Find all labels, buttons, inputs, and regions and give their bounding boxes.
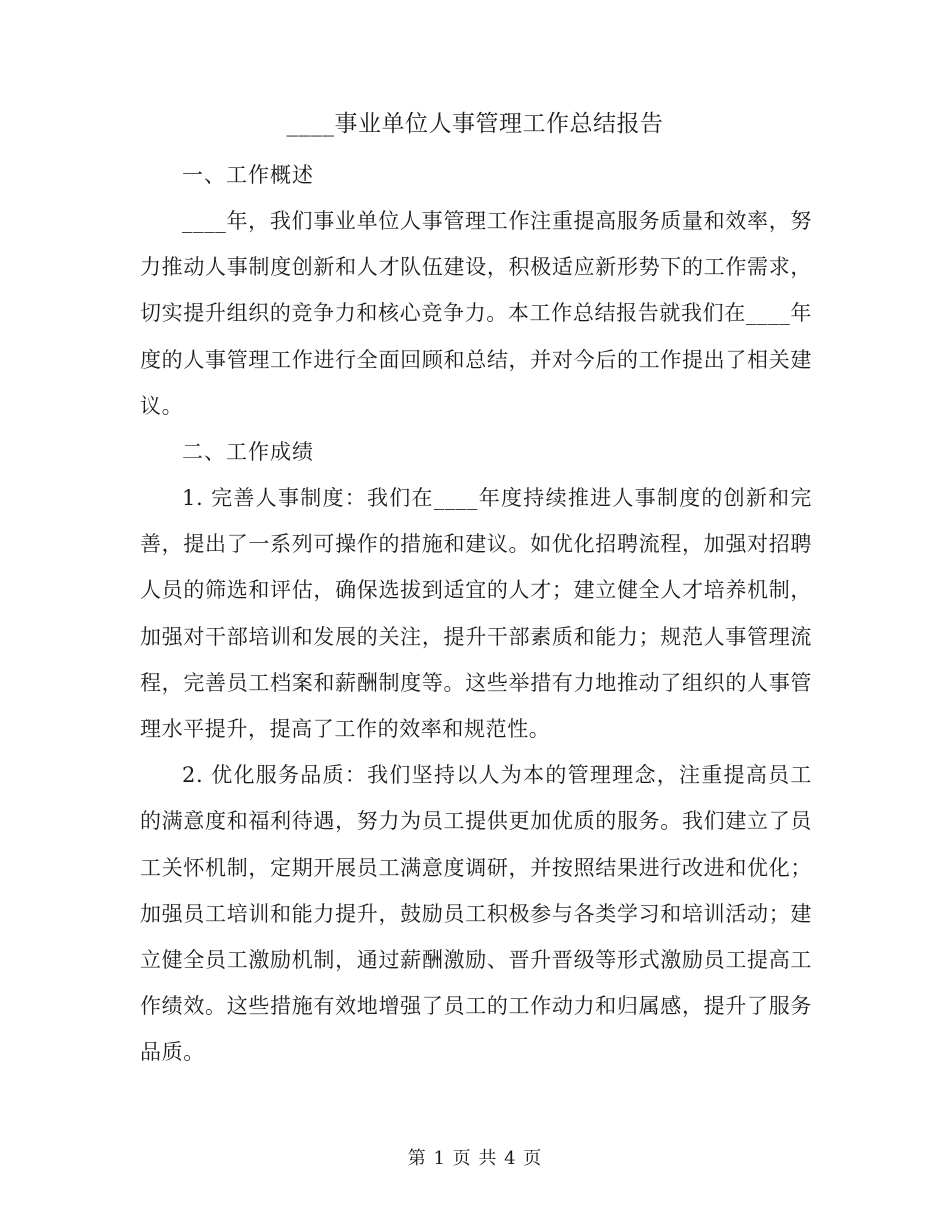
achievement-paragraph-2: 2. 优化服务品质：我们坚持以人为本的管理理念，注重提高员工的满意度和福利待遇，努力为员工提供更加优质的服务。我们建立了员工关怀机制，定期开展员工满意度调研，并按照结果进行改进和优化；加强员工培训和能力提升，鼓励员工积极参与各类学习和培训活动；建立健全员工激励机制，通过薪酬激励、晋升晋级等形式激励员工提高工作绩效。这些措施有效地增强了员工的工作动力和归属感，提升了服务品质。	[140, 763, 812, 1065]
section-heading-overview: 一、工作概述	[182, 163, 314, 187]
section-heading-achievements: 二、工作成绩	[182, 440, 314, 465]
page-title: ____事业单位人事管理工作总结报告	[286, 111, 664, 137]
overview-paragraph: ____年，我们事业单位人事管理工作注重提高服务质量和效率，努力推动人事制度创新和人才队伍建设，积极适应新形势下的工作需求，切实提升组织的竞争力和核心竞争力。本工作总结报告就我们在____年度的人事管理工作进行全面回顾和总结，并对今后的工作提出了相关建议。	[140, 209, 812, 418]
achievement-paragraph-1: 1. 完善人事制度：我们在____年度持续推进人事制度的创新和完善，提出了一系列可操作的措施和建议。如优化招聘流程，加强对招聘人员的筛选和评估，确保选拔到适宜的人才；建立健全人才培养机制，加强对干部培训和发展的关注，提升干部素质和能力；规范人事管理流程，完善员工档案和薪酬制度等。这些举措有力地推动了组织的人事管理水平提升，提高了工作的效率和规范性。	[140, 486, 812, 742]
document-body	[140, 152, 812, 1076]
page-number-footer: 第 1 页 共 4 页	[407, 1148, 543, 1169]
